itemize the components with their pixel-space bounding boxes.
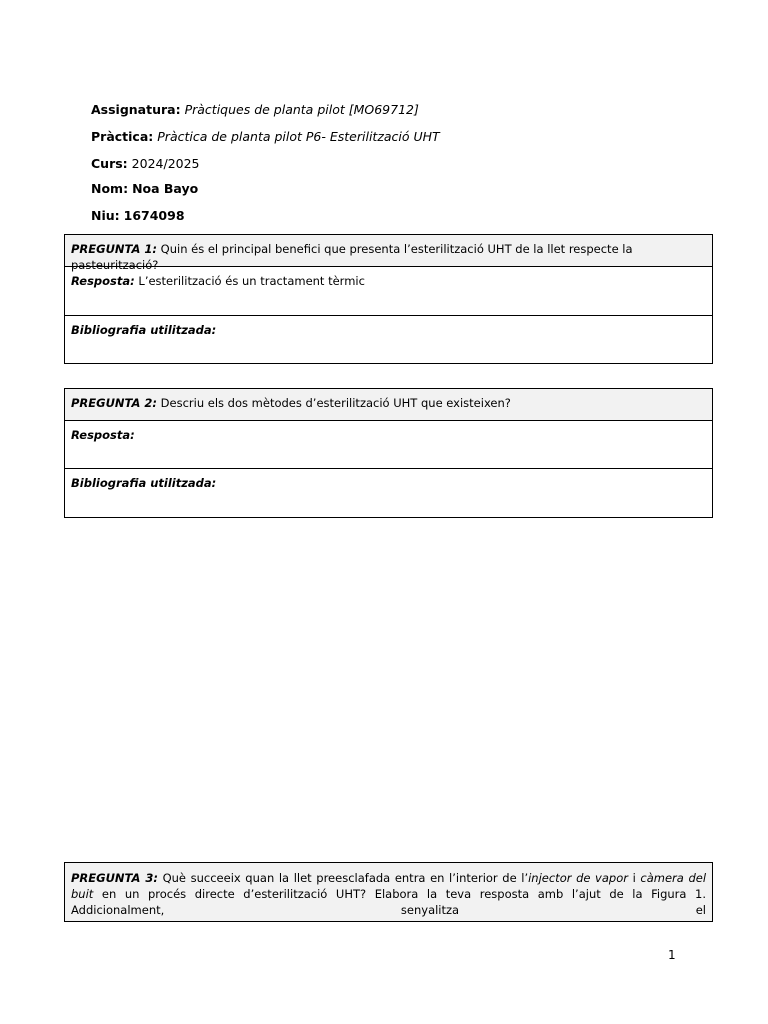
question-1-answer-row[interactable] [65, 267, 712, 316]
curs-line [91, 156, 200, 172]
question-3-text-italic1: injector de vapor [528, 871, 628, 885]
nom-line [91, 181, 198, 197]
practica-label: Pràctica: [91, 129, 154, 144]
answer-2-label: Resposta: [71, 428, 135, 442]
assignatura-label: Assignatura: [91, 102, 181, 117]
question-3-text-part3: en un procés directe d’esterilització UHT? Elabora la teva resposta amb l’ajut de la Figura 1. Addicionalment, senyalitza el [71, 887, 706, 917]
question-3-text-part2: i [627, 871, 641, 885]
curs-value: 2024/2025 [131, 156, 200, 171]
question-2-header [65, 389, 712, 421]
question-2-label: PREGUNTA 2: [71, 396, 157, 410]
curs-label: Curs: [91, 156, 128, 171]
question-3-paragraph [71, 870, 706, 918]
niu-value: 1674098 [123, 208, 185, 223]
bibliography-1-label: Bibliografia utilitzada: [71, 323, 217, 337]
nom-label: Nom: [91, 181, 129, 196]
question-1-header [65, 235, 712, 272]
practica-line [91, 129, 440, 145]
question-3-text-italic2: càmera del buit [71, 871, 707, 901]
question-3-header [65, 863, 712, 921]
page-number: 1 [668, 948, 676, 962]
question-1-text: Quin és el principal benefici que presenta l’esterilització UHT de la llet respecte la pasteurització? [71, 242, 633, 272]
niu-label: Niu: [91, 208, 120, 223]
question-2-table [64, 388, 713, 518]
answer-1-text[interactable]: L’esterilització és un tractament tèrmic [138, 274, 365, 288]
question-3-label: PREGUNTA 3: [71, 871, 158, 885]
question-1-table [64, 234, 713, 364]
question-1-bibliography-row[interactable] [65, 316, 712, 363]
question-3-table [64, 862, 713, 922]
niu-line [91, 208, 185, 224]
assignatura-line [91, 102, 419, 118]
question-3-text-part1: Què succeeix quan la llet preesclafada entra en l’interior de l’ [162, 871, 529, 885]
question-1-label: PREGUNTA 1: [71, 242, 157, 256]
question-2-bibliography-row[interactable] [65, 469, 712, 517]
practica-value: Pràctica de planta pilot P6- Esterilització UHT [157, 129, 440, 144]
answer-1-label: Resposta: [71, 274, 135, 288]
question-2-text: Descriu els dos mètodes d’esterilització UHT que existeixen? [160, 396, 511, 410]
bibliography-2-label: Bibliografia utilitzada: [71, 476, 217, 490]
question-2-answer-row[interactable] [65, 421, 712, 469]
assignatura-value: Pràctiques de planta pilot [MO69712] [184, 102, 419, 117]
nom-value: Noa Bayo [132, 181, 199, 196]
